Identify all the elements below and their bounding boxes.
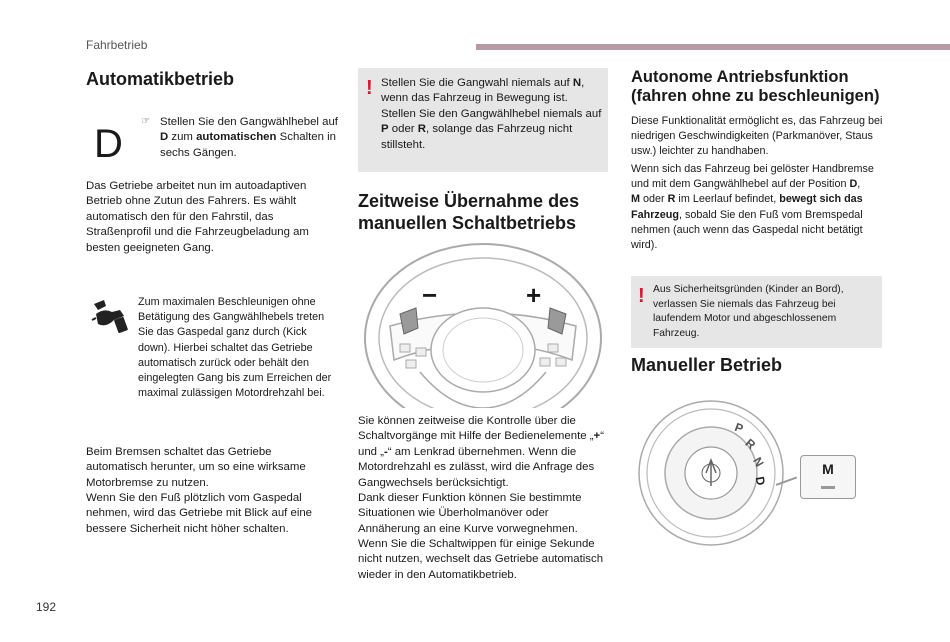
m-button-label: M bbox=[822, 461, 834, 477]
paragraph-paddles: Sie können zeitweise die Kontrolle über die Schaltvorgänge mit Hilfe der Bedienelemente „+“ und „-“ am Lenkrad übernehmen. Wenn die Motordrehzahl es zulässt, wird die Anfrage des Gangwechsels berücksichtigt. bbox=[358, 415, 604, 489]
paragraph-braking: Beim Bremsen schaltet das Getriebe automatisch herunter, um so eine wirksame Motorbremse zu nutzen. bbox=[86, 446, 306, 489]
pedal-foot-icon bbox=[90, 298, 130, 334]
heading-autonomous-drive: Autonome Antriebsfunktion (fahren ohne zu beschleunigen) bbox=[631, 68, 880, 105]
kickdown-text: Zum maximalen Beschleunigen ohne Betätigung des Gangwählhebels treten Sie das Gaspedal ganz durch (Kick down). Hierbei schaltet das Getriebe automatisch zurück oder behält den eingelegten Gang bis zum Erreichen der maximal zulässigen Motordrehzahl bei. bbox=[138, 296, 332, 400]
warning-exclamation-icon: ! bbox=[366, 77, 373, 99]
paragraph-autoadaptive: Das Getriebe arbeitet nun im autoadaptiven Betrieb ohne Zutun des Fahrers. Es wählt automatisch den für den Fahrstil, das Straßenprofil und die Fahrzeugbeladung am besten geeigneten Gang. bbox=[86, 180, 309, 254]
dial-letter-p: P bbox=[732, 420, 746, 436]
instruction-bullet-icon: ☞ bbox=[141, 116, 150, 127]
paragraph-auto-return: Wenn Sie die Schaltwippen für einige Sekunde nicht nutzen, wechselt das Getriebe automatisch wieder in den Automatikbetrieb. bbox=[358, 538, 604, 581]
paragraph-autonomous-intro: Diese Funktionalität ermöglicht es, das Fahrzeug bei niedrigen Geschwindigkeiten (Parkmanöver, Staus usw.) leichter zu handhaben. bbox=[631, 115, 883, 158]
section-label: Fahrbetrieb bbox=[86, 38, 148, 52]
paragraph-anticipate: Dank dieser Funktion können Sie bestimmte Situationen wie Überholmanöver oder Annäherung an eine Kurve vorwegnehmen. bbox=[358, 492, 582, 535]
instruction-text: Stellen Sie den Gangwählhebel auf D zum automatischen Schalten in sechs Gängen. bbox=[160, 116, 338, 159]
heading-automatikbetrieb: Automatikbetrieb bbox=[86, 69, 235, 89]
heading-manual-override: Zeitweise Übernahme des manuellen Schaltbetriebs bbox=[358, 191, 580, 233]
m-button-indicator bbox=[821, 486, 835, 489]
steering-wheel-illustration bbox=[360, 240, 608, 408]
warning-text-gear-selection: Stellen Sie die Gangwahl niemals auf N, wenn das Fahrzeug in Bewegung ist. Stellen Sie den Gangwählhebel niemals auf P oder R, solange das Fahrzeug nicht stillsteht. bbox=[381, 77, 602, 151]
dial-letter-d: D bbox=[752, 475, 768, 487]
dial-letter-r: R bbox=[742, 435, 759, 453]
d-position-symbol: D bbox=[94, 122, 123, 166]
plus-paddle-label: + bbox=[526, 280, 542, 310]
dial-letter-n: N bbox=[750, 454, 767, 470]
paragraph-autonomous-conditions: Wenn sich das Fahrzeug bei gelöster Handbremse und mit dem Gangwählhebel auf der Position D, M oder R im Leerlauf befindet, bewegt sich das Fahrzeug, sobald Sie den Fuß vom Bremspedal nehmen (auch wenn das Gaspedal nicht betätigt wird). bbox=[631, 163, 874, 252]
page-number: 192 bbox=[36, 600, 57, 614]
minus-paddle-label: − bbox=[422, 280, 438, 310]
gear-selector-dial-illustration bbox=[636, 398, 786, 548]
warning-text-safety: Aus Sicherheitsgründen (Kinder an Bord), verlassen Sie niemals das Fahrzeug bei laufendem Motor und abgeschlossenem Fahrzeug. bbox=[653, 284, 844, 339]
warning-exclamation-icon: ! bbox=[638, 285, 645, 307]
header-accent-bar bbox=[476, 44, 950, 50]
paragraph-foot-off: Wenn Sie den Fuß plötzlich vom Gaspedal nehmen, wird das Getriebe mit Blick auf eine bessere Sicherheit nicht höher schalten. bbox=[86, 492, 313, 535]
heading-manual-mode: Manueller Betrieb bbox=[631, 355, 783, 375]
